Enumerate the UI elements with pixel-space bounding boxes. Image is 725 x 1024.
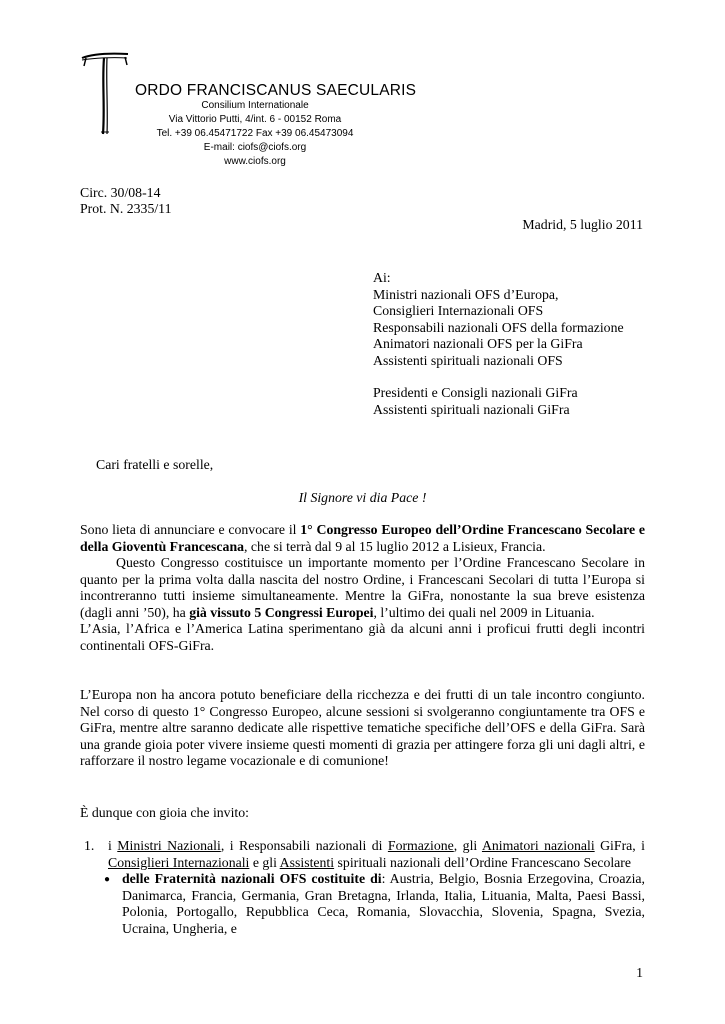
recipients-block [373, 270, 624, 418]
list-item: 1. i Ministri Nazionali, i Responsabili nazionali di Formazione, gli Animatori nazionali GiFra, i Consiglieri Internazionali e gli Assistenti spirituali nazionali dell’Ordine Francescano Secolare [80, 838, 645, 871]
peace-salutation: Il Signore vi dia Pace ! [298, 490, 427, 505]
letterhead-email: E-mail: ciofs@ciofs.org [203, 142, 307, 153]
letterhead-phone: Tel. +39 06.45471722 Fax +39 06.45473094 [156, 128, 354, 139]
invitation-list [80, 838, 645, 937]
tau-cross-logo [80, 46, 130, 138]
recipient-line: Consiglieri Internazionali OFS [373, 303, 544, 318]
letterhead-address: Via Vittorio Putti, 4/int. 6 - 00152 Roma [168, 114, 342, 125]
congress-count: già vissuto 5 Congressi Europei [189, 604, 374, 620]
recipient-line: Assistenti spirituali nazionali OFS [373, 352, 563, 368]
recipient-line: Responsabili nazionali OFS della formazione [373, 319, 624, 335]
list-bullet-item: ● delle Fraternità nazionali OFS costituite di: Austria, Belgio, Bosnia Erzegovina, Croazia, Danimarca, Francia, Germania, Gran Bretagna, Irlanda, Italia, Lituania, Malta, Paesi Bassi, Polonia, Portogallo, Repubblica Ceca, Romania, Slovacchia, Slovenia, Spagna, Svezia, Ucraina, Ungheria, e [104, 871, 645, 936]
letterhead-website: www.ciofs.org [224, 156, 286, 167]
letterhead-council: Consilium Internationale [201, 100, 309, 111]
paragraph-announcement: Sono lieta di annunciare e convocare il 1° Congresso Europeo dell’Ordine Francescano Secolare e della Gioventù Francescana, che si terrà dal 9 al 15 luglio 2012 a Lisieux, Francia. Questo Congresso costituisce un importante momento per l’Ordine Francescano Secolare in quanto per la prima volta dalla nascita del nostro Ordine, i Francescani Secolari di tutta l’Europa si incontreranno tutti insieme simultaneamente. Mentre la GiFra, nonostante la sua breve esistenza (dagli anni ’50), ha già vissuto 5 Congressi Europei, l’ultimo dei quali nel 2009 in Lituania. L’Asia, l’Africa e l’America Latina sperimentano già da alcuni anni i proficui frutti degli incontri continentali OFS-GiFra. [80, 522, 645, 653]
letter-date: Madrid, 5 luglio 2011 [522, 217, 643, 232]
paragraph-europe: L’Europa non ha ancora potuto beneficiare della ricchezza e dei frutti di un tale incontro congiunto. Nel corso di questo 1° Congresso Europeo, alcune sessioni si svolgeranno congiuntamente tra OFS e GiFra, mentre altre saranno dedicate alle rispettive tematiche specifiche dell’OFS e della GiFra. Sarà una grande gioia poter vivere insieme questi momenti di grazia per attingere forza gli uni dagli altri, e rafforzare il nostro legame vocazionale e di comunione! [80, 687, 645, 768]
protocol-number: Prot. N. 2335/11 [80, 201, 172, 216]
recipient-line: Assistenti spirituali nazionali GiFra [373, 401, 570, 417]
page-number: 1 [636, 965, 643, 980]
paragraph-invite: È dunque con gioia che invito: [80, 805, 249, 820]
recipient-line: Presidenti e Consigli nazionali GiFra [373, 385, 578, 400]
letterhead-org: ORDO FRANCISCANUS SAECULARIS [135, 82, 417, 99]
list-number: 1. [84, 838, 95, 853]
circular-number: Circ. 30/08-14 [80, 185, 161, 200]
congress-title: 1° Congresso Europeo dell’Ordine Francescano Secolare e della Gioventù Francescana [80, 522, 645, 554]
recipient-line: Animatori nazionali OFS per la GiFra [373, 336, 583, 351]
greeting: Cari fratelli e sorelle, [96, 457, 214, 472]
recipients-label: Ai: [373, 270, 391, 285]
bullet-icon: ● [104, 874, 111, 885]
recipient-line: Ministri nazionali OFS d’Europa, [373, 286, 559, 302]
